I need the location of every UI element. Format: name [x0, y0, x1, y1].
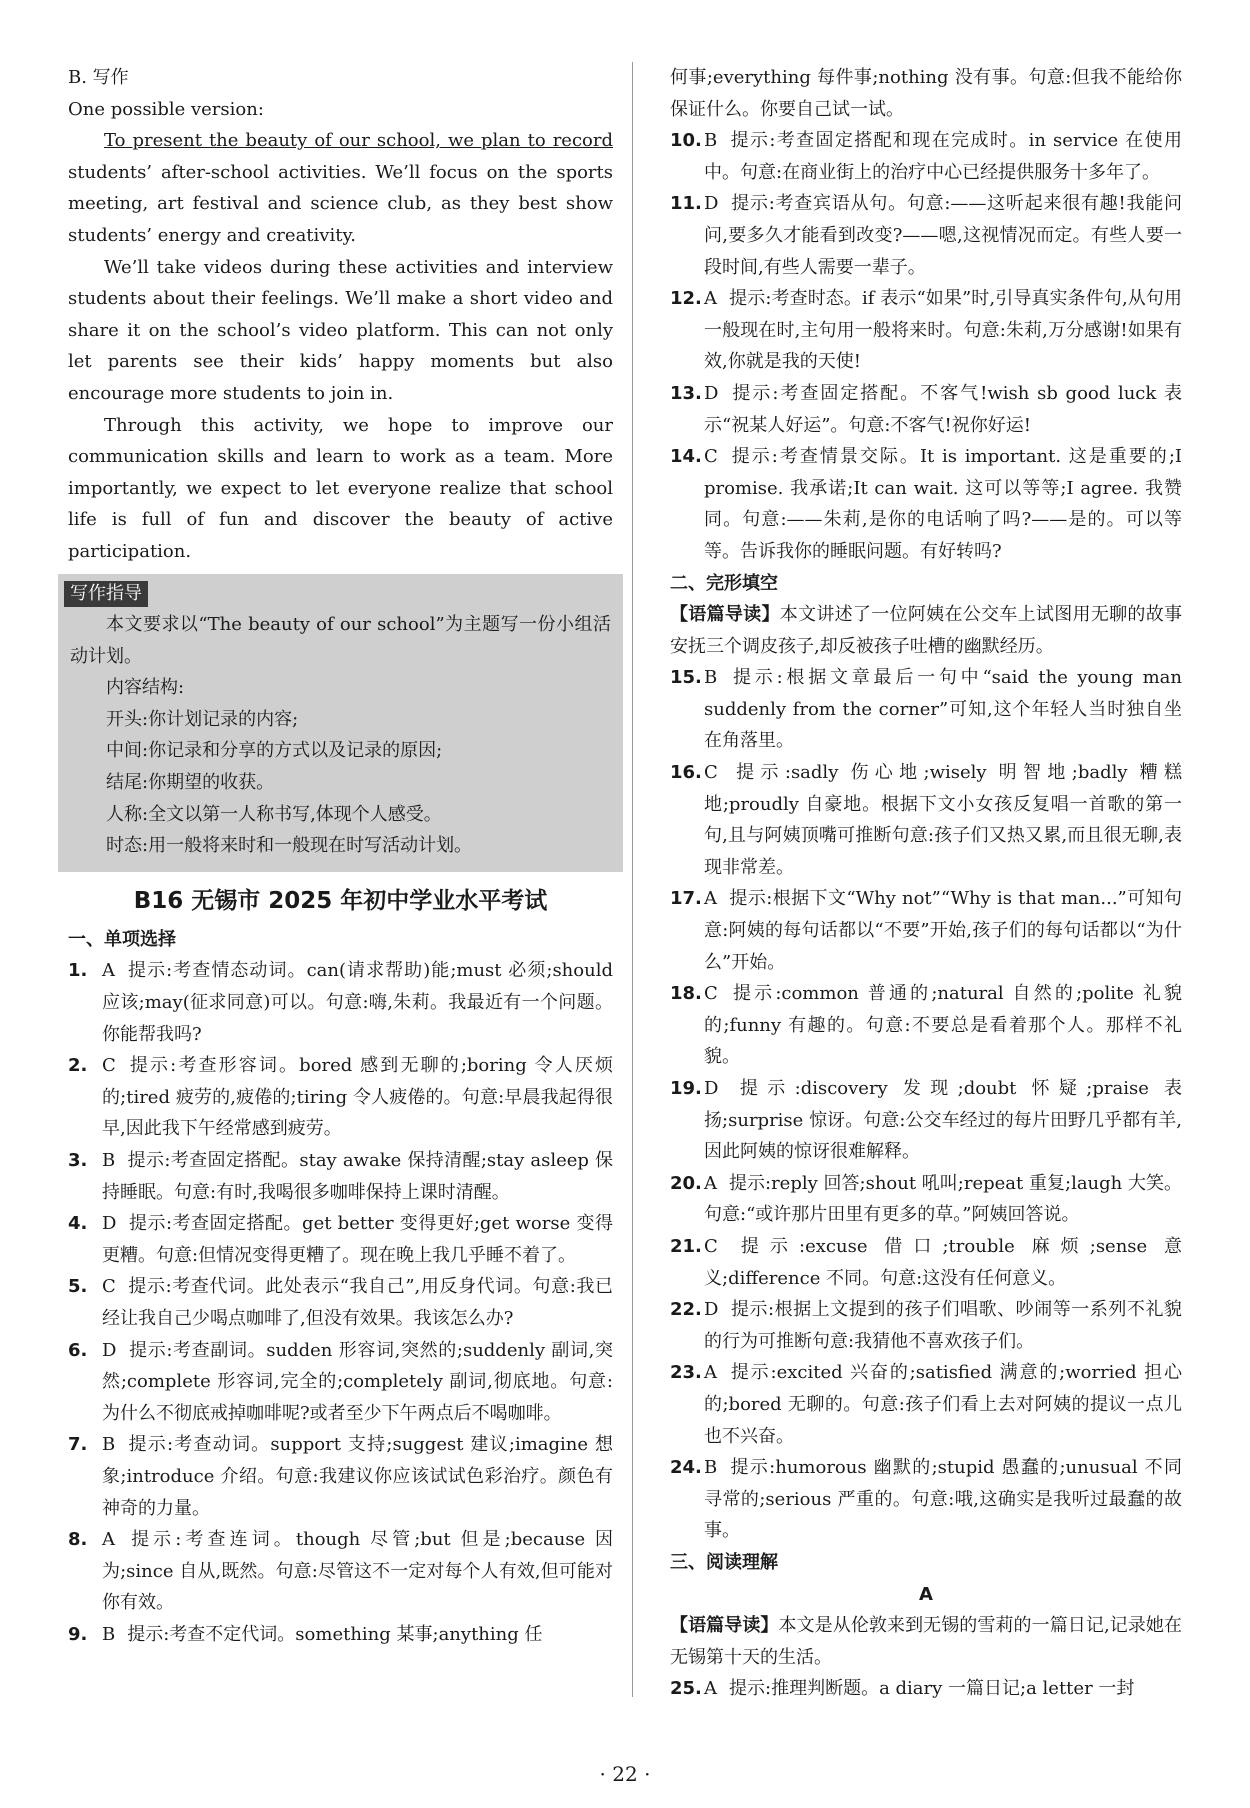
essay-underlined-sentence: To present the beauty of our school, we plan to record	[104, 130, 613, 152]
guide-line: 开头:你计划记录的内容;	[106, 708, 299, 730]
part-heading-reading: 三、阅读理解	[670, 1551, 778, 1573]
answer-item: 21. C 提示:excuse 借口;trouble 麻烦;sense 意义;difference 不同。句意:这没有任何意义。	[670, 1235, 1182, 1289]
answer-item: 14. C 提示:考查情景交际。It is important. 这是重要的;I promise. 我承诺;It can wait. 这可以等等;I agree. 我赞同。句意:——朱莉,是你的电话响了吗?——是的。可以等等。告诉我你的睡眠问题。有好转吗?	[670, 446, 1182, 562]
answer-item: 19. D 提示:discovery 发现;doubt 怀疑;praise 表扬;surprise 惊讶。句意:公交车经过的每片田野几乎都有羊,因此阿姨的惊讶很难解释。	[670, 1078, 1182, 1163]
right-column	[670, 62, 1182, 1705]
writing-heading: B. 写作	[68, 67, 129, 88]
guide-line: 本文要求以“The beauty of our school”为主题写一份小组活动计划。	[70, 614, 611, 667]
page-number: · 22 ·	[599, 1762, 651, 1786]
answer-item: 12. A 提示:考查时态。if 表示“如果”时,引导真实条件句,从句用一般现在时,主句用一般将来时。句意:朱莉,万分感谢!如果有效,你就是我的天使!	[670, 288, 1182, 373]
guide-line: 结尾:你期望的收获。	[106, 772, 275, 794]
answer-item: 8. A 提示:考查连词。though 尽管;but 但是;because 因为;since 自从,既然。句意:尽管这不一定对每个人有效,但可能对你有效。	[68, 1529, 613, 1614]
reading-guide: 【语篇导读】本文是从伦敦来到无锡的雪莉的一篇日记,记录她在无锡第十天的生活。	[670, 1615, 1182, 1668]
part-heading-single-choice: 一、单项选择	[68, 928, 176, 950]
left-column	[68, 62, 613, 1651]
cloze-guide: 【语篇导读】本文讲述了一位阿姨在公交车上试图用无聊的故事安抚三个调皮孩子,却反被孩子吐槽的幽默经历。	[670, 604, 1183, 657]
answer-item: 24. B 提示:humorous 幽默的;stupid 愚蠢的;unusual 不同寻常的;serious 严重的。句意:哦,这确实是我听过最蠢的故事。	[670, 1457, 1182, 1542]
answer-item: 5. C 提示:考查代词。此处表示“我自己”,用反身代词。句意:我已经让我自己少喝点咖啡了,但没有效果。我该怎么办?	[68, 1276, 613, 1329]
answer-item: 23. A 提示:excited 兴奋的;satisfied 满意的;worried 担心的;bored 无聊的。句意:孩子们看上去对阿姨的提议一点儿也不兴奋。	[670, 1362, 1182, 1447]
answer-item: 3. B 提示:考查固定搭配。stay awake 保持清醒;stay asleep 保持睡眠。句意:有时,我喝很多咖啡保持上课时清醒。	[68, 1150, 613, 1203]
answer-item: 11. D 提示:考查宾语从句。句意:——这听起来很有趣!我能问问,要多久才能看到改变?——嗯,这视情况而定。有些人要一段时间,有些人需要一辈子。	[670, 193, 1182, 278]
guide-line: 内容结构:	[106, 677, 185, 699]
answer-item: 2. C 提示:考查形容词。bored 感到无聊的;boring 令人厌烦的;tired 疲劳的,疲倦的;tiring 令人疲倦的。句意:早晨我起得很早,因此我下午经常感到疲劳。	[68, 1055, 613, 1140]
answer-item: 15. B 提示:根据文章最后一句中“said the young man suddenly from the corner”可知,这个年轻人当时独自坐在角落里。	[670, 667, 1182, 752]
part-heading-cloze: 二、完形填空	[670, 572, 778, 594]
answer-item: 6. D 提示:考查副词。sudden 形容词,突然的;suddenly 副词,突然;complete 形容词,完全的;completely 副词,彻底地。句意:为什么不彻底戒掉咖啡呢?或者至少下午两点后不喝咖啡。	[68, 1339, 613, 1424]
exam-section-title: B16 无锡市 2025 年初中学业水平考试	[133, 887, 548, 914]
reading-subsection-a: A	[919, 1583, 933, 1605]
column-divider	[632, 62, 633, 1697]
writing-guide-box	[58, 574, 623, 872]
answer-item: 20. A 提示:reply 回答;shout 吼叫;repeat 重复;laugh 大笑。句意:“或许那片田里有更多的草。”阿姨回答说。	[670, 1172, 1182, 1226]
essay-paragraph-3: Through this activity, we hope to improve our communication skills and learn to work as a team. More importantly, we expect to let everyone realize that school life is full of fun and discover the beauty of active participation.	[68, 414, 613, 562]
answer-item: 10. B 提示:考查固定搭配和现在完成时。in service 在使用中。句意:在商业街上的治疗中心已经提供服务十多年了。	[670, 130, 1182, 183]
essay-paragraph-1-rest: students’ after-school activities. We’ll focus on the sports meeting, art festival and science club, as they best show students’ energy and creativity.	[68, 161, 613, 246]
essay-paragraph-1	[68, 125, 613, 251]
essay-paragraph-2: We’ll take videos during these activities and interview students about their feelings. We’ll make a short video and share it on the school’s video platform. This can not only let parents see their kids’ happy moments but also encourage more students to join in.	[68, 256, 613, 404]
version-label: One possible version:	[68, 98, 264, 120]
answer-item: 25. A 提示:推理判断题。a diary 一篇日记;a letter 一封	[670, 1678, 1135, 1700]
answer-item: 4. D 提示:考查固定搭配。get better 变得更好;get worse 变得更糟。句意:但情况变得更糟了。现在晚上我几乎睡不着了。	[68, 1213, 613, 1266]
writing-guide-tag: 写作指导	[64, 581, 148, 607]
item-9-continued: 何事;everything 每件事;nothing 没有事。句意:但我不能给你保证什么。你要自己试一试。	[670, 67, 1182, 120]
answer-item: 18. C 提示:common 普通的;natural 自然的;polite 礼貌的;funny 有趣的。句意:不要总是看着那个人。那样不礼貌。	[670, 983, 1182, 1068]
guide-line: 人称:全文以第一人称书写,体现个人感受。	[106, 803, 442, 825]
answer-item: 17. A 提示:根据下文“Why not”“Why is that man...”可知句意:阿姨的每句话都以“不要”开始,孩子们的每句话都以“为什么”开始。	[670, 888, 1182, 973]
answer-item: 1. A 提示:考查情态动词。can(请求帮助)能;must 必须;should 应该;may(征求同意)可以。句意:嗨,朱莉。我最近有一个问题。你能帮我吗?	[68, 960, 613, 1045]
answer-item: 13. D 提示:考查固定搭配。不客气!wish sb good luck 表示“祝某人好运”。句意:不客气!祝你好运!	[670, 382, 1182, 436]
answer-item: 7. B 提示:考查动词。support 支持;suggest 建议;imagine 想象;introduce 介绍。句意:我建议你应该试试色彩治疗。颜色有神奇的力量。	[68, 1434, 613, 1519]
answer-item: 22. D 提示:根据上文提到的孩子们唱歌、吵闹等一系列不礼貌的行为可推断句意:我猜他不喜欢孩子们。	[670, 1299, 1182, 1352]
guide-line: 时态:用一般将来时和一般现在时写活动计划。	[106, 835, 473, 857]
answer-item: 9. B 提示:考查不定代词。something 某事;anything 任	[68, 1623, 543, 1645]
guide-line: 中间:你记录和分享的方式以及记录的原因;	[106, 740, 443, 762]
answer-item: 16. C 提示:sadly 伤心地;wisely 明智地;badly 糟糕地;proudly 自豪地。根据下文小女孩反复唱一首歌的第一句,且与阿姨顶嘴可推断句意:孩子们又热又累,而且很无聊,表现非常差。	[670, 762, 1182, 878]
